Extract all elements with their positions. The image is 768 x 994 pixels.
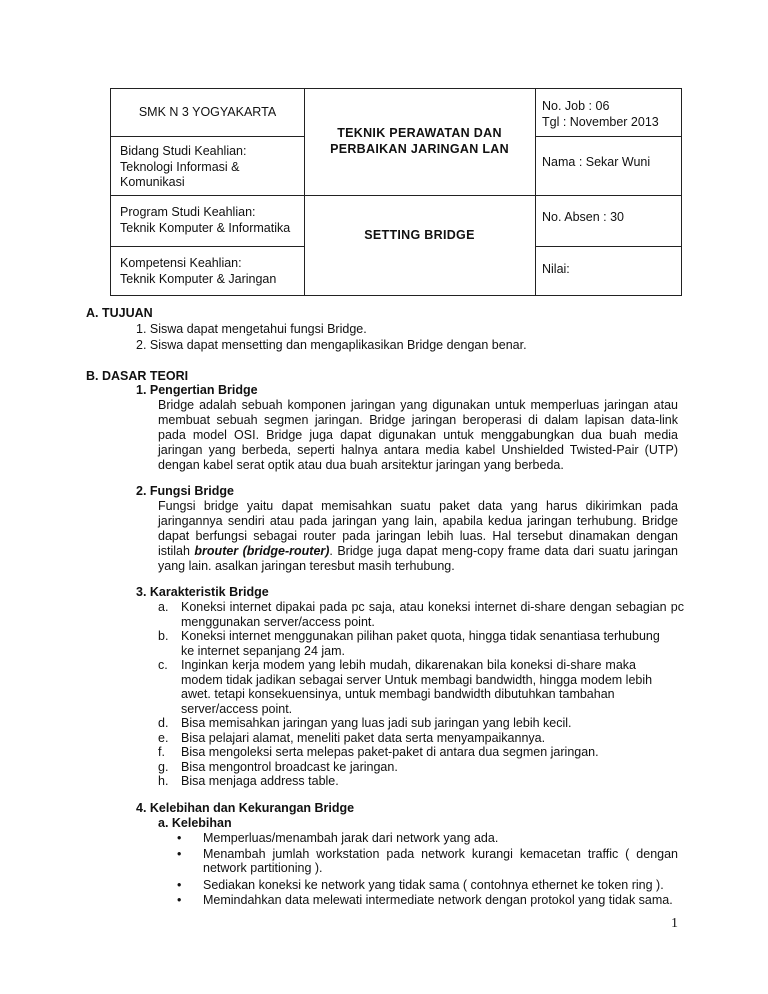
pengertian-line: pada model OSI. Bridge juga dapat digunakan untuk menggabungkan dua buah media bbox=[158, 428, 678, 442]
karakteristik-marker: e. bbox=[158, 730, 169, 745]
kompetensi-keahlian: Kompetensi Keahlian: Teknik Komputer & Jaringan bbox=[120, 256, 277, 286]
karakteristik-item: Koneksi internet dipakai pada pc saja, atau koneksi internet di-share dengan sebagian pc bbox=[181, 600, 684, 614]
grade-field: Nilai: bbox=[542, 262, 570, 276]
bullet-icon: • bbox=[177, 893, 182, 907]
document-title: TEKNIK PERAWATAN DAN PERBAIKAN JARINGAN LAN bbox=[330, 126, 509, 156]
kelebihan-item-cont: network partitioning ). bbox=[203, 861, 323, 875]
fungsi-line: Fungsi bridge yaitu dapat memisahkan suatu paket data yang harus dikirimkan pada bbox=[158, 499, 678, 513]
pengertian-title: 1. Pengertian Bridge bbox=[136, 383, 258, 397]
job-info bbox=[542, 99, 659, 130]
fungsi-title: 2. Fungsi Bridge bbox=[136, 484, 234, 498]
karakteristik-marker: b. bbox=[158, 629, 169, 643]
karakteristik-item: Bisa menjaga address table. bbox=[181, 774, 339, 788]
fungsi-line: istilah brouter (bridge-router). Bridge juga dapat meng-copy frame data dari suatu jaringan bbox=[158, 544, 678, 558]
karakteristik-item-cont: modem tidak jadikan sebagai server Untuk membagi bandwidth, hingga modem lebih bbox=[181, 672, 653, 687]
karakteristik-item-cont: awet. tetapi konsekuensinya, untuk membagi bandwidth dibutuhkan tambahan bbox=[181, 687, 615, 701]
bullet-icon: • bbox=[177, 878, 182, 892]
kelebihan-item: Memindahkan data melewati intermediate network dengan protokol yang tidak sama. bbox=[203, 893, 673, 907]
page-number: 1 bbox=[671, 916, 678, 931]
kelebihan-item: Memperluas/menambah jarak dari network yang ada. bbox=[203, 831, 499, 845]
section-a-heading: A. TUJUAN bbox=[86, 306, 153, 320]
karakteristik-marker: c. bbox=[158, 658, 168, 672]
kelebihan-subtitle: a. Kelebihan bbox=[158, 816, 232, 830]
tujuan-item: 1. Siswa dapat mengetahui fungsi Bridge. bbox=[136, 322, 367, 336]
karakteristik-item-cont: server/access point. bbox=[181, 701, 293, 716]
bullet-icon: • bbox=[177, 831, 182, 845]
karakteristik-item: Bisa memisahkan jaringan yang luas jadi sub jaringan yang lebih kecil. bbox=[181, 716, 572, 730]
karakteristik-marker: f. bbox=[158, 745, 165, 759]
karakteristik-item: Koneksi internet menggunakan pilihan paket quota, hingga tidak senantiasa terhubung bbox=[181, 629, 660, 643]
karakteristik-item-cont: menggunakan server/access point. bbox=[181, 614, 375, 629]
bidang-studi: Bidang Studi Keahlian: Teknologi Informasi & Komunikasi bbox=[120, 144, 247, 189]
fungsi-line: jaringannya sendiri atau pada jaringan yang lain, apabila kedua jaringan terhubung. Bridge bbox=[158, 514, 678, 528]
karakteristik-marker: a. bbox=[158, 600, 169, 614]
fungsi-line: dapat berfungsi sebagai router pada jaringan lebih luas. Hal tersebut dinamakan dengan bbox=[158, 529, 678, 543]
pengertian-line: Bridge adalah sebuah komponen jaringan yang digunakan untuk memperluas jaringan atau bbox=[158, 398, 678, 412]
brouter-term: brouter (bridge-router) bbox=[194, 544, 330, 558]
section-b-heading: B. DASAR TEORI bbox=[86, 369, 189, 383]
karakteristik-item: Inginkan kerja modem yang lebih mudah, dikarenakan bila koneksi di-share maka bbox=[181, 658, 636, 672]
pengertian-line: dengan kabel serat optik atau dua buah arsitektur jaringan yang berbeda. bbox=[158, 458, 564, 472]
karakteristik-item: Bisa mengontrol broadcast ke jaringan. bbox=[181, 759, 398, 774]
job-number: No. Job : 06 bbox=[542, 99, 610, 113]
document-subtitle: SETTING BRIDGE bbox=[364, 228, 475, 242]
kelebihan-item: Menambah jumlah workstation pada network kurangi kemacetan traffic ( dengan bbox=[203, 847, 678, 861]
fungsi-line: yang lain. asalkan jaringan teresbut masih terhubung. bbox=[158, 559, 455, 573]
absent-number: No. Absen : 30 bbox=[542, 210, 625, 224]
karakteristik-marker: d. bbox=[158, 716, 169, 730]
tujuan-item: 2. Siswa dapat mensetting dan mengaplikasikan Bridge dengan benar. bbox=[136, 338, 527, 352]
karakteristik-item: Bisa mengoleksi serta melepas paket-paket di antara dua segmen jaringan. bbox=[181, 745, 599, 759]
karakteristik-item: Bisa pelajari alamat, meneliti paket data serta menyampaikannya. bbox=[181, 730, 546, 745]
job-date: Tgl : November 2013 bbox=[542, 114, 659, 129]
karakteristik-title: 3. Karakteristik Bridge bbox=[136, 585, 269, 599]
kelebihan-title: 4. Kelebihan dan Kekurangan Bridge bbox=[136, 801, 355, 815]
kelebihan-item: Sediakan koneksi ke network yang tidak sama ( contohnya ethernet ke token ring ). bbox=[203, 878, 664, 892]
pengertian-line: membuat sebuah segmen jaringan. Bridge jaringan beroperasi di dalam lapisan data-link bbox=[158, 413, 678, 427]
karakteristik-marker: h. bbox=[158, 774, 169, 788]
karakteristik-item-cont: ke internet sepanjang 24 jam. bbox=[181, 643, 345, 658]
school-name: SMK N 3 YOGYAKARTA bbox=[138, 105, 277, 119]
karakteristik-marker: g. bbox=[158, 759, 169, 774]
student-name: Nama : Sekar Wuni bbox=[542, 155, 651, 169]
pengertian-line: jaringan yang berbeda, seperti halnya antara media kabel Unshielded Twisted-Pair (UTP) bbox=[158, 443, 678, 457]
header-table bbox=[110, 88, 682, 296]
bullet-icon: • bbox=[177, 847, 182, 861]
program-studi: Program Studi Keahlian: Teknik Komputer & Informatika bbox=[120, 205, 291, 235]
